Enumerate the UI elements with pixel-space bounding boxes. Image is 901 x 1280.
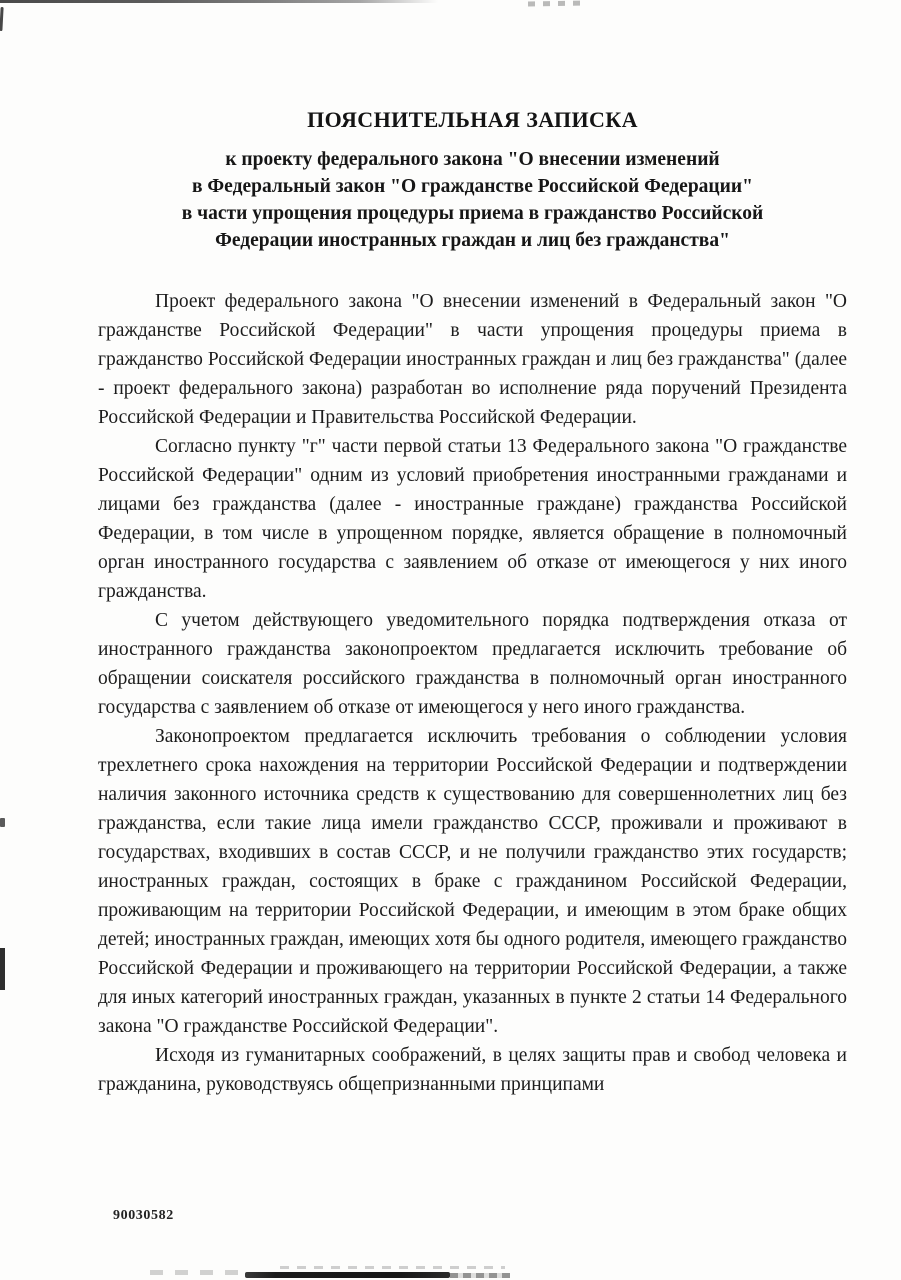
- document-content: [98, 108, 847, 1099]
- subtitle-line-3: в части упрощения процедуры приема в гражданство Российской: [181, 203, 764, 224]
- paragraph-3: С учетом действующего уведомительного порядка подтверждения отказа от иностранного гражданства законопроектом предлагается исключить требование об обращении соискателя российского гражданства в полномочный орган иностранного государства с заявлением об отказе от имеющегося у него иного гражданства.: [98, 610, 847, 718]
- paragraph-1: Проект федерального закона "О внесении изменений в Федеральный закон "О гражданстве Российской Федерации" в части упрощения процедуры приема в гражданство Российской Федерации иностранных граждан и лиц без гражданства" (далее - проект федерального закона) разработан во исполнение ряда поручений Президента Российской Федерации и Правительства Российской Федерации.: [98, 291, 847, 428]
- document-body: [98, 287, 847, 1099]
- scan-artifact-left-bar: [0, 948, 5, 990]
- subtitle-line-2: в Федеральный закон "О гражданстве Российской Федерации": [192, 176, 753, 197]
- scan-artifact-bottom-smudge: [150, 1270, 246, 1275]
- subtitle-line-4: Федерации иностранных граждан и лиц без гражданства": [215, 230, 730, 251]
- paragraph-5: Исходя из гуманитарных соображений, в целях защиты прав и свобод человека и гражданина, руководствуясь общепризнанными принципами: [98, 1045, 847, 1095]
- scan-artifact-bottom-dots: [280, 1266, 505, 1269]
- subtitle-line-1: к проекту федерального закона "О внесении изменений: [225, 149, 720, 170]
- document-title: ПОЯСНИТЕЛЬНАЯ ЗАПИСКА: [307, 107, 638, 132]
- document-number: 90030582: [113, 1208, 174, 1223]
- paragraph-2: Согласно пункту "г" части первой статьи 13 Федерального закона "О гражданстве Российской Федерации" одним из условий приобретения иностранными гражданами и лицами без гражданства (далее - иностранные граждане) гражданства Российской Федерации, в том числе в упрощенном порядке, является обращение в полномочный орган иностранного государства с заявлением об отказе от имеющегося у них иного гражданства.: [98, 436, 847, 602]
- scan-artifact-left-tick: [0, 818, 5, 827]
- scan-artifact-bottom-dashes: [450, 1273, 510, 1278]
- scan-artifact-left-top-mark: [0, 7, 4, 31]
- document-subtitle: [98, 146, 847, 254]
- paragraph-4: Законопроектом предлагается исключить требования о соблюдении условия трехлетнего срока нахождения на территории Российской Федерации и подтверждении наличия законного источника средств к существованию для совершеннолетних лиц без гражданства, если такие лица имели гражданство СССР, проживали и проживают в государствах, входивших в состав СССР, и не получили гражданство этих государств; иностранных граждан, состоящих в браке с гражданином Российской Федерации, проживающим на территории Российской Федерации, и имеющим в этом браке общих детей; иностранных граждан, имеющих хотя бы одного родителя, имеющего гражданство Российской Федерации и проживающего на территории Российской Федерации, а также для иных категорий иностранных граждан, указанных в пункте 2 статьи 14 Федерального закона "О гражданстве Российской Федерации".: [98, 726, 847, 1037]
- scan-artifact-top-edge-line: [0, 0, 438, 3]
- scan-artifact-bottom-bar: [245, 1272, 450, 1278]
- scan-artifact-top-specks: [528, 0, 586, 6]
